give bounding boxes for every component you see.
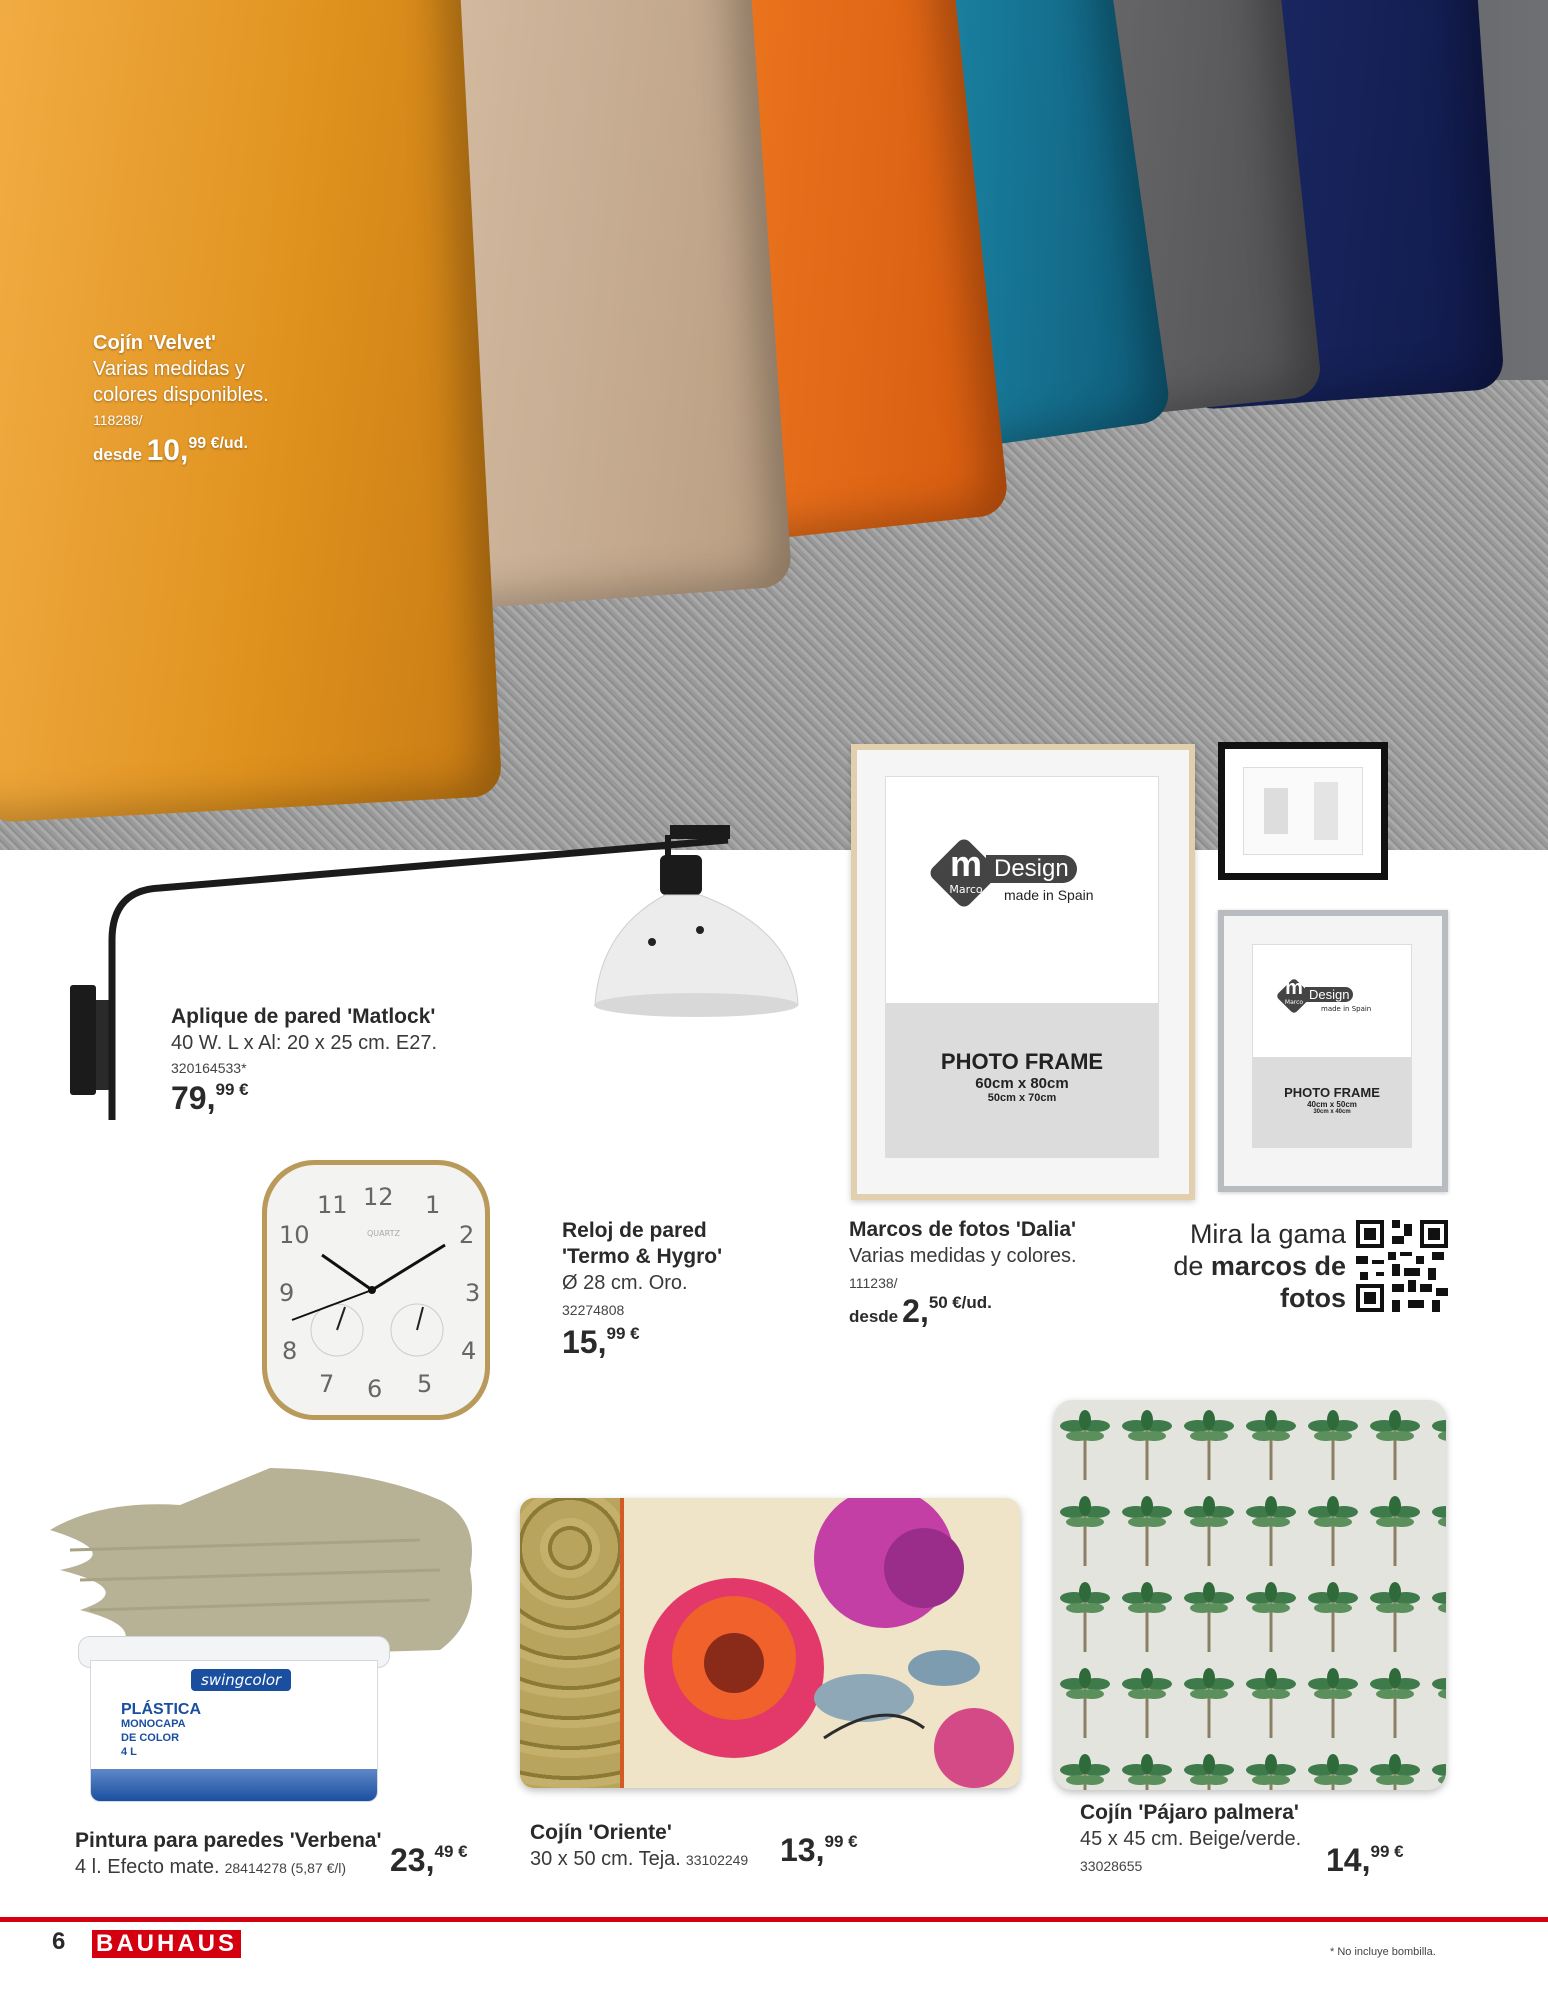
silver-frame-mat	[1252, 944, 1412, 1148]
wall-clock-image	[262, 1160, 490, 1420]
frames-price-dec: 50	[928, 1293, 948, 1312]
oriente-cushion-flowers	[624, 1498, 1020, 1788]
palmera-price-int: 14,	[1326, 1842, 1371, 1878]
clock-number-1: 1	[425, 1191, 441, 1219]
clock-desc: Ø 28 cm. Oro.	[562, 1272, 688, 1294]
clock-number-2: 2	[459, 1221, 475, 1249]
oriente-product-text	[530, 1820, 790, 1872]
paint-bucket-line2: MONOCAPA	[121, 1718, 186, 1730]
oriente-cushion-image	[520, 1498, 1020, 1788]
footer-red-line	[0, 1917, 1548, 1922]
frames-price-int: 2,	[902, 1293, 929, 1329]
clock-number-11: 11	[317, 1191, 348, 1219]
paint-bucket-blue-wave	[91, 1769, 377, 1801]
lamp-name: Aplique de pared 'Matlock'	[171, 1005, 436, 1028]
clock-name-line2: 'Termo & Hygro'	[562, 1245, 723, 1268]
paint-price-dec: 49 €	[434, 1842, 468, 1861]
frames-price-unit: €/ud.	[952, 1293, 992, 1312]
clock-product-text	[562, 1218, 822, 1361]
clock-brand: QUARTZ	[367, 1229, 400, 1238]
clock-price-dec: 99 €	[606, 1324, 640, 1343]
qr-promo-line1: Mira la gama	[1189, 1219, 1346, 1249]
velvet-price-int: 10,	[146, 434, 189, 467]
palmera-desc: 45 x 45 cm. Beige/verde.	[1080, 1828, 1302, 1850]
frames-desc: Varias medidas y colores.	[849, 1245, 1077, 1267]
paint-name: Pintura para paredes 'Verbena'	[75, 1829, 382, 1852]
clock-number-7: 7	[319, 1370, 335, 1398]
paint-bucket-line1: PLÁSTICA	[121, 1701, 201, 1718]
paint-ref: 28414278 (5,87 €/l)	[224, 1860, 347, 1876]
palmera-cushion-pattern	[1054, 1400, 1446, 1790]
paint-bucket-line3: DE COLOR	[121, 1732, 180, 1744]
clock-number-5: 5	[417, 1370, 433, 1398]
lamp-price-int: 79,	[171, 1080, 216, 1116]
silver-photo-frame-image	[1218, 910, 1448, 1192]
silver-frame-size1: 40cm x 50cm	[1307, 1100, 1357, 1109]
frames-name: Marcos de fotos 'Dalia'	[849, 1218, 1077, 1241]
bauhaus-logo: BAUHAUS	[92, 1930, 241, 1958]
wood-frame-grey-band	[886, 1003, 1158, 1157]
clock-number-10: 10	[279, 1221, 310, 1249]
clock-number-8: 8	[282, 1337, 298, 1365]
silver-frame-title: PHOTO FRAME	[1284, 1085, 1380, 1100]
silver-mdesign-logo-design: Design	[1305, 987, 1353, 1002]
frames-price	[849, 1293, 1149, 1330]
qr-promo-line3: fotos	[1280, 1283, 1346, 1313]
palmera-price-dec: 99 €	[1370, 1842, 1404, 1861]
clock-number-9: 9	[279, 1279, 295, 1307]
lamp-price-dec: 99 €	[215, 1080, 249, 1099]
clock-number-3: 3	[465, 1279, 481, 1307]
clock-price	[562, 1324, 822, 1361]
oriente-price	[780, 1832, 858, 1869]
footer-note: * No incluye bombilla.	[1330, 1946, 1436, 1958]
paint-price	[390, 1842, 468, 1879]
velvet-price-unit: €/ud.	[210, 435, 248, 452]
clock-number-4: 4	[461, 1337, 477, 1365]
frames-ref: 111238/	[849, 1275, 898, 1291]
oriente-price-dec: 99 €	[824, 1832, 858, 1851]
lamp-ref: 320164533*	[171, 1060, 247, 1076]
black-photo-frame-image	[1218, 742, 1388, 880]
oriente-ref: 33102249	[685, 1852, 749, 1868]
black-frame-mat	[1243, 767, 1363, 855]
oriente-desc: 30 x 50 cm. Teja.	[530, 1848, 681, 1870]
palmera-ref: 33028655	[1080, 1858, 1143, 1874]
silver-mdesign-logo-marco: Marco	[1284, 999, 1304, 1006]
frames-price-prefix: desde	[849, 1307, 899, 1326]
paint-bucket-image	[78, 1636, 388, 1806]
mdesign-made-in: made in Spain	[1004, 887, 1094, 903]
wood-frame-size2: 50cm x 70cm	[987, 1092, 1057, 1104]
velvet-name: Cojín 'Velvet'	[93, 332, 216, 354]
silver-frame-size2: 30cm x 40cm	[1313, 1109, 1351, 1115]
wood-photo-frame-image	[851, 744, 1195, 1200]
palmera-cushion-image	[1054, 1400, 1446, 1790]
lamp-price	[171, 1080, 591, 1117]
mdesign-logo-marco: Marco	[949, 883, 983, 896]
oriente-cushion-pattern-strip	[520, 1498, 620, 1788]
paint-desc: 4 l. Efecto mate.	[75, 1856, 220, 1878]
mdesign-logo-m: m	[949, 843, 982, 884]
wood-frame-size1: 60cm x 80cm	[975, 1075, 1069, 1092]
velvet-desc-line1: Varias medidas y	[93, 358, 245, 380]
clock-name-line1: Reloj de pared	[562, 1219, 707, 1242]
wood-frame-mat	[885, 776, 1159, 1158]
hero-photo-velvet-cushions	[0, 0, 1548, 850]
palmera-price	[1326, 1842, 1404, 1879]
palmera-name: Cojín 'Pájaro palmera'	[1080, 1801, 1299, 1824]
silver-frame-grey-band	[1253, 1057, 1411, 1147]
velvet-ref: 118288/	[93, 412, 143, 428]
page-number: 6	[52, 1928, 66, 1955]
frames-product-text	[849, 1217, 1149, 1330]
palmera-product-text	[1080, 1800, 1340, 1874]
velvet-price-prefix: desde	[93, 445, 143, 464]
oriente-name: Cojín 'Oriente'	[530, 1821, 672, 1844]
velvet-price	[93, 434, 393, 468]
clock-ref: 32274808	[562, 1302, 625, 1318]
velvet-desc-line2: colores disponibles.	[93, 384, 269, 406]
qr-promo-line2-prefix: de	[1173, 1251, 1204, 1281]
lamp-desc: 40 W. L x Al: 20 x 25 cm. E27.	[171, 1032, 438, 1054]
black-frame-label-left	[1264, 788, 1288, 834]
clock-hands	[267, 1165, 485, 1415]
paint-bucket-label	[121, 1703, 201, 1759]
clock-number-12: 12	[363, 1183, 394, 1211]
clock-price-int: 15,	[562, 1324, 607, 1360]
velvet-price-dec: 99	[188, 435, 207, 452]
black-frame-label-right	[1314, 782, 1338, 840]
paint-bucket-brand: swingcolor	[191, 1669, 291, 1691]
mdesign-logo-design: Design	[986, 855, 1077, 883]
silver-mdesign-made-in: made in Spain	[1321, 1005, 1372, 1013]
velvet-product-text	[93, 330, 393, 468]
oriente-price-int: 13,	[780, 1832, 825, 1868]
silver-mdesign-logo-m: m	[1285, 977, 1303, 999]
qr-promo-text	[1160, 1218, 1346, 1314]
wood-frame-title: PHOTO FRAME	[940, 1049, 1104, 1074]
paint-price-int: 23,	[390, 1842, 435, 1878]
paint-bucket-volume: 4 L	[121, 1746, 137, 1758]
paint-bucket-body	[90, 1660, 378, 1802]
qr-code-icon[interactable]	[1356, 1220, 1448, 1312]
qr-promo-line2-bold: marcos de	[1210, 1251, 1346, 1281]
lamp-product-text	[171, 1004, 591, 1117]
clock-number-6: 6	[367, 1375, 383, 1403]
